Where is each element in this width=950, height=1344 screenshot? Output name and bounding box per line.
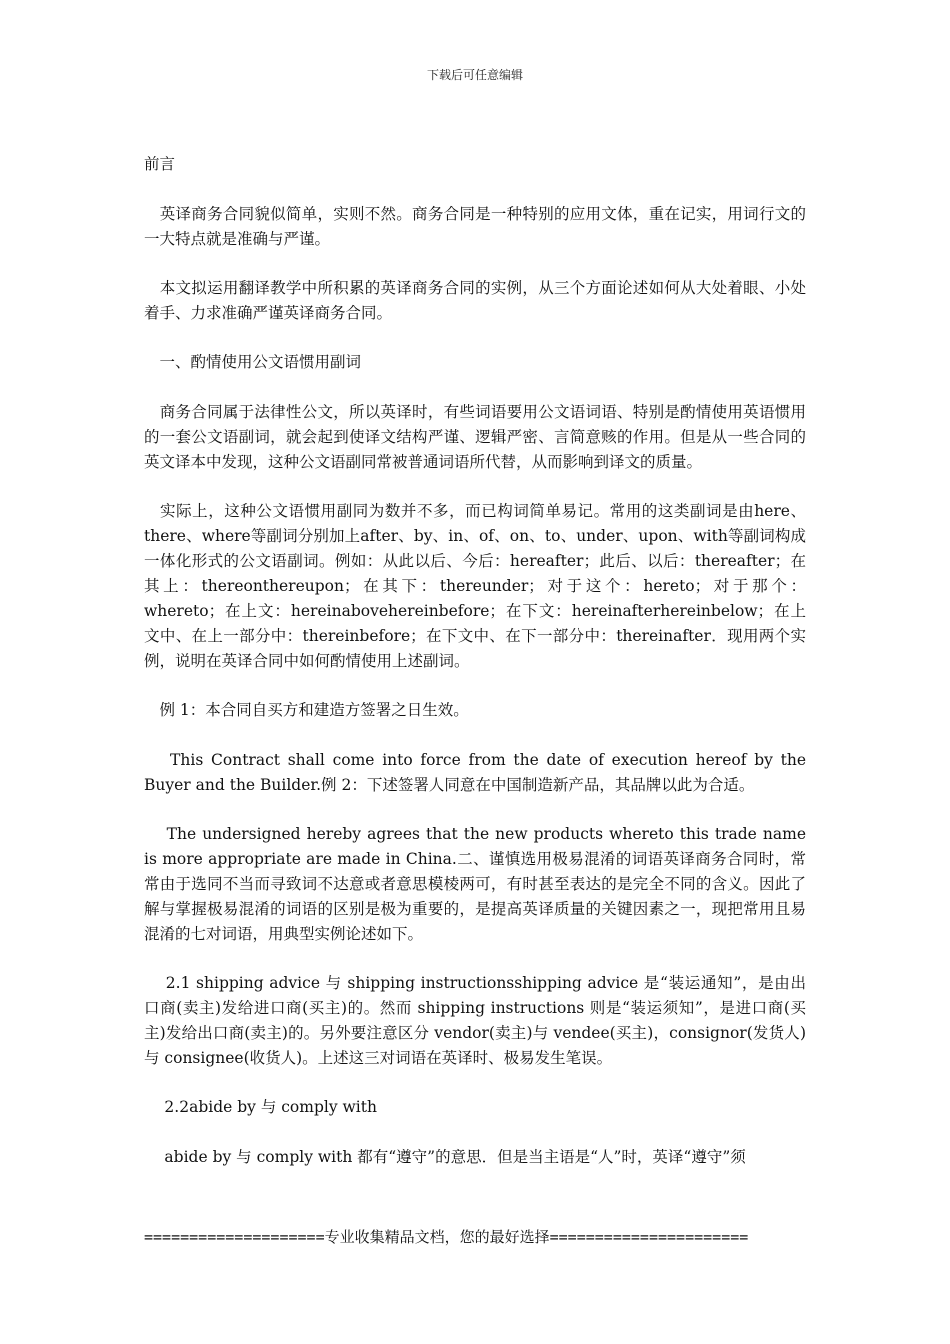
page-footer: ====================专业收集精品文档，您的最好选择====================== (144, 1228, 749, 1246)
section-title-preface: 前言 (144, 155, 176, 173)
paragraph: 商务合同属于法律性公文，所以英译时，有些词语要用公文语词语、特别是酌情使用英语惯用的一套公文语副词，就会起到使译文结构严谨、逻辑严密、言简意赅的作用。但是从一些合同的英文译本中发现，这种公文语副同常被普通词语所代替，从而影响到译文的质量。 (144, 403, 806, 471)
page-header: 下载后可任意编辑 (426, 68, 523, 82)
paragraph: 实际上，这种公文语惯用副同为数并不多，而已构词简单易记。常用的这类副词是由here、there、where等副词分别加上after、by、in、of、on、to、under、upon、with等副词构成一体化形式的公文语副词。例如：从此以后、今后：hereafter；此后、以后：thereafter；在其上：thereonthereupon；在其下：thereunder；对于这个：hereto；对于那个：whereto；在上文：hereinabovehereinbefore；在下文：hereinafterhereinbelow；在上文中、在上一部分中：thereinbefore；在下文中、在下一部分中：thereinafter．现用两个实例，说明在英译合同中如何酌情使用上述副词。 (144, 502, 806, 670)
paragraph: 英译商务合同貌似简单，实则不然。商务合同是一种特别的应用文体，重在记实，用词行文的一大特点就是准确与严谨。 (144, 205, 806, 248)
paragraph: 本文拟运用翻译教学中所积累的英译商务合同的实例，从三个方面论述如何从大处着眼、小处着手、力求准确严谨英译商务合同。 (144, 279, 806, 322)
section-heading: 一、酌情使用公文语惯用副词 (144, 353, 362, 371)
paragraph: This Contract shall come into force from the date of execution hereof by the Buyer and the Builder.例 2：下述签署人同意在中国制造新产品，其品牌以此为合适。 (144, 751, 806, 794)
example-heading: 例 1：本合同自买方和建造方签署之日生效。 (144, 701, 469, 719)
paragraph: abide by 与 comply with 都有“遵守”的意思．但是当主语是“人”时，英译“遵守”须 (144, 1148, 746, 1166)
paragraph: The undersigned hereby agrees that the new products whereto this trade name is more appropriate are made in China.二、谨慎选用极易混淆的词语英译商务合同时，常常由于选同不当而寻致词不达意或者意思模棱两可，有时甚至表达的是完全不同的含义。因此了解与掌握极易混淆的词语的区别是极为重要的，是提高英译质量的关键因素之一，现把常用且易混淆的七对词语，用典型实例论述如下。 (144, 825, 806, 943)
document-body (144, 152, 806, 1194)
paragraph: 2.1 shipping advice 与 shipping instructionsshipping advice 是“装运通知”，是由出口商(卖主)发给进口商(买主)的。然而 shipping instructions 则是“装运须知”，是进口商(买主)发给出口商(卖主)的。另外要注意区分 vendor(卖主)与 vendee(买主)，consignor(发货人)与 consignee(收货人)。上述这三对词语在英译时、极易发生笔误。 (144, 974, 806, 1067)
subsection-heading: 2.2abide by 与 comply with (144, 1098, 377, 1116)
